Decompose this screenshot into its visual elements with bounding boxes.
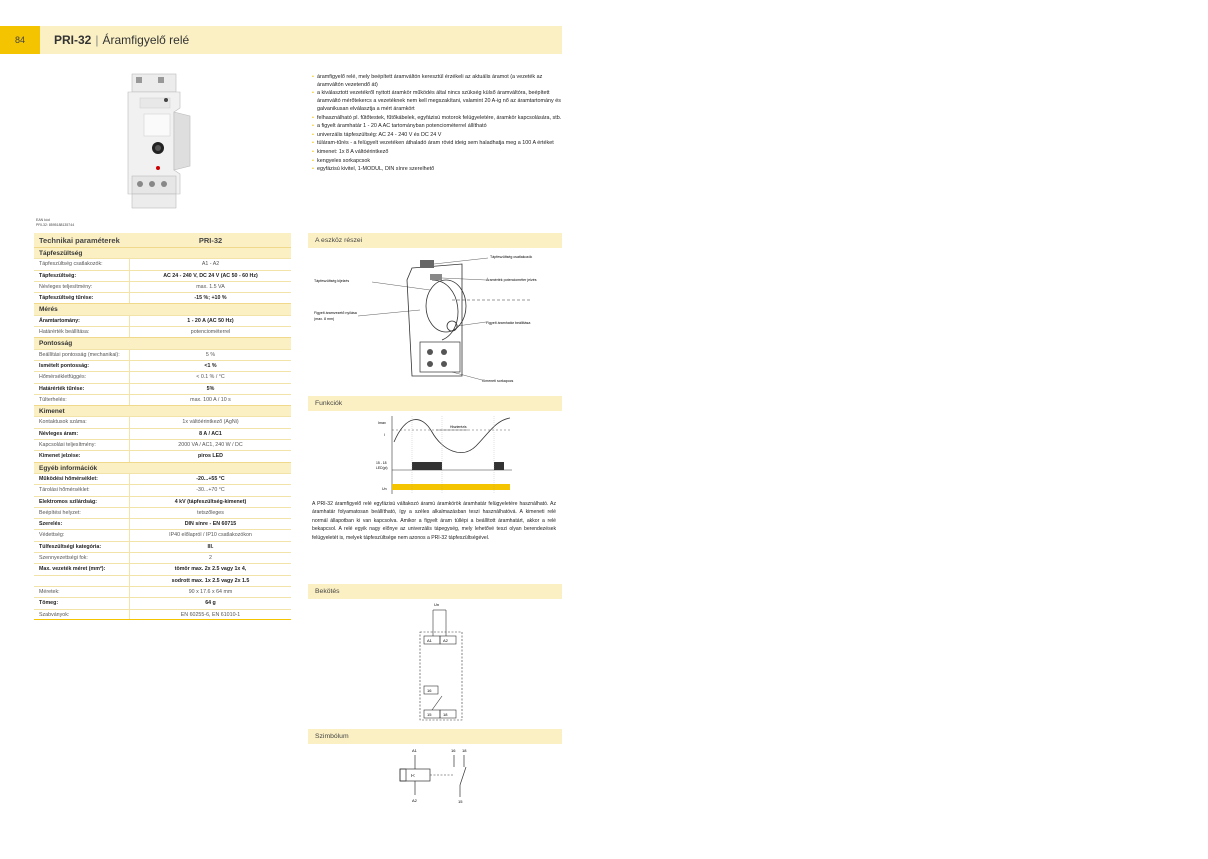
table-row [34,473,291,484]
table-cell-value: <1 % [204,362,217,369]
label-wiring-a2: A2 [443,638,448,643]
description-text: A PRI-32 áramfigyelő relé egyfázisú váltakozó áramú áramkörök áramhatár felügyeletére használható. Az áramhatár folyamatosan beállítható, így a széles alkalmazásban teszi használhatóvá. A kimeneti relé normál állapotban ki van kapcsolva. Amikor a figyelt áram túllépi a beállított áramhatárt, akkor a relé bekapcsol. A relé egyik nagy előnye az univerzális tápegység, mely lehetővé teszi olyan berendezések felügyeletét is, melyek tápfeszültsége nem azonos a PRI-32 tápfeszültségével. [312,501,556,541]
table-row [34,552,291,563]
label-symbol-15: 15 [458,799,463,804]
table-row [34,518,291,529]
table-header [34,233,291,247]
label-symbol-coil: I< [411,773,415,778]
table-cell-label [34,576,130,586]
label-output-setting: Figyelt áramhatár beállítása [486,321,531,325]
table-cell-label: Határérték beállítása: [34,327,130,337]
feature-item: • kimenet: 1x 8 A váltóérintkező [312,149,562,157]
table-section-heading: Pontosság [34,337,291,348]
table-cell-label: Névleges teljesítmény: [34,282,130,292]
label-current: I [384,433,385,437]
table-row [34,394,291,405]
table-row [34,450,291,461]
table-cell-value: 1 - 20 A (AC 50 Hz) [187,317,234,324]
table-cell-label: Áramtartomány: [34,316,130,326]
function-diagram [376,414,516,498]
label-symbol-18: 18 [462,748,467,753]
table-section-heading: Tápfeszültség [34,247,291,258]
page-number: 84 [0,26,40,54]
table-cell-label: Beállítási pontosság (mechanikai): [34,350,130,360]
feature-item: • univerzális tápfeszültség: AC 24 - 240 V és DC 24 V [312,132,562,140]
label-wiring-a1: A1 [427,638,432,643]
table-header-label: Technikai paraméterek [39,235,120,245]
table-section-heading: Mérés [34,303,291,314]
table-row [34,258,291,269]
table-cell-value: EN 60255-6, EN 61010-1 [180,611,241,618]
table-cell-label: Elektromos szilárdság: [34,497,130,507]
table-row [34,507,291,518]
label-imax: Imax [378,421,386,425]
section-parts: A eszköz részei [308,233,562,248]
table-row [34,281,291,292]
ean-caption [36,218,74,228]
label-output-terminals: Kimeneti sorkapocs [482,379,514,383]
label-supply-indicator: Tápfeszültség kijelzés [314,279,350,283]
table-cell-label: Kontaktusok száma: [34,417,130,427]
table-cell-value: A1 - A2 [201,261,220,268]
table-row [34,609,291,620]
label-potentiometer: Áramérték potenciométer jelzés [486,278,537,282]
product-name: PRI-32 [54,33,92,47]
feature-list [312,74,562,175]
table-cell-value: -20...+55 °C [196,475,225,482]
section-symbol: Szimbólum [308,729,562,744]
table-cell-label: Ismételt pontosság: [34,361,130,371]
table-cell-label: Tömeg: [34,598,130,608]
table-body [34,247,291,620]
table-cell-label: Kapcsolási teljesítmény: [34,440,130,450]
title-separator: | [95,33,99,47]
table-cell-label: Túlfeszültségi kategória: [34,542,130,552]
label-wiring-un: Un [434,602,440,607]
label-wiring-16: 16 [427,688,432,693]
label-conductor-note: (max. 8 mm) [314,317,335,321]
page-header [0,26,562,54]
label-wiring-15: 15 [427,712,432,717]
table-cell-value: piros LED [197,453,223,460]
table-cell-label: Beépítési helyzet: [34,508,130,518]
table-row [34,315,291,326]
technical-parameters-table [34,233,291,620]
table-header-product: PRI-32 [198,235,223,245]
feature-item: • túláram-tűrés - a felügyelt vezetéken áthaladó áram rövid ideig sem haladhatja meg a 100 A értéket [312,140,562,148]
table-cell-label: Védettség: [34,530,130,540]
table-cell-label: Hőmérsékletfüggés: [34,372,130,382]
label-symbol-a2: A2 [412,798,417,803]
table-cell-value: max. 100 A / 10 s [190,396,231,403]
table-cell-value: 5% [206,385,215,392]
table-cell-label: Szabványok: [34,610,130,619]
feature-item: • áramfigyelő relé, mely beépített áramváltón keresztül érzékeli az aktuális áramot (a vezeték az áramváltón vezetendő át) [312,74,562,90]
table-cell-label: Szerelés: [34,519,130,529]
table-row [34,371,291,382]
table-cell-value: 64 g [205,600,216,607]
table-row [34,529,291,540]
table-section-heading: Egyéb információk [34,462,291,473]
table-section-heading: Kimenet [34,405,291,416]
table-cell-label: Kimenet jelzése: [34,451,130,461]
table-cell-value: sodrott max. 1x 2.5 vagy 2x 1.5 [171,577,250,584]
table-cell-value: 5 % [205,351,216,358]
label-symbol-16: 16 [451,748,456,753]
table-row [34,597,291,608]
table-cell-value: -30...+70 °C [196,487,225,494]
table-cell-value: < 0.1 % / °C [196,374,225,381]
table-cell-label: Határérték tűrése: [34,384,130,394]
label-wiring-18: 18 [443,712,448,717]
table-cell-label: Tápfeszültség tűrése: [34,293,130,303]
table-cell-label: Névleges áram: [34,429,130,439]
table-row [34,326,291,337]
table-cell-value: tetszőleges [197,509,224,516]
table-cell-value: -15 %; +10 % [194,295,227,302]
table-row [34,563,291,574]
wiring-diagram [400,600,470,724]
table-row [34,292,291,303]
table-cell-value: max. 1.5 VA [196,283,225,290]
table-row [34,349,291,360]
table-cell-value: 2000 VA / AC1, 240 W / DC [178,442,243,449]
parts-diagram [312,250,562,392]
table-cell-value: tömör max. 2x 2.5 vagy 1x 4, [174,566,247,573]
table-cell-label: Tárolási hőmérséklet: [34,485,130,495]
section-functions: Funkciók [308,396,562,411]
table-cell-value: 2 [209,555,212,562]
ean-label: EAN kód [36,218,50,222]
feature-item: • a figyelt áramhatár 1 - 20 A AC tartományban potenciométerrel állítható [312,123,562,131]
label-supply-terminals: Tápfeszültség csatlakozók [490,255,533,259]
table-cell-label: Szennyezettségi fok: [34,553,130,563]
table-cell-label: Méretek: [34,587,130,597]
table-cell-value: 90 x 17.6 x 64 mm [188,588,233,595]
table-cell-value: 4 kV (tápfeszültség-kimenet) [174,498,247,505]
table-cell-label: Max. vezeték méret (mm²): [34,564,130,574]
label-un: Un [382,487,387,491]
page-title [54,33,189,47]
section-wiring: Bekötés [308,584,562,599]
table-cell-value: AC 24 - 240 V, DC 24 V (AC 50 - 60 Hz) [163,272,258,279]
table-cell-label: Tápfeszültség csatlakozók: [34,259,130,269]
table-cell-value: 1x váltóérintkező (AgNi) [182,419,239,426]
product-subtitle: Áramfigyelő relé [102,33,190,47]
feature-item: • felhasználható pl. fűtőtestek, fűtőkábelek, egyfázisú motorok felügyeletére, áramkör kapcsolására, stb. [312,115,562,123]
table-row [34,360,291,371]
table-row [34,428,291,439]
table-cell-value: DIN sínre - EN 60715 [184,521,237,528]
table-cell-value: potenciométerrel [190,329,231,336]
table-cell-value: 8 A / AC1 [199,430,222,437]
label-symbol-a1: A1 [412,748,417,753]
table-row [34,416,291,427]
table-row [34,575,291,586]
table-cell-label: Működési hőmérséklet: [34,474,130,484]
table-cell-value: III. [207,543,214,550]
table-row [34,541,291,552]
product-image [118,70,198,216]
table-cell-value: IP40 előlapról / IP10 csatlakozókon [169,532,252,539]
ean-value: PRI-32: 8595188135744 [36,223,75,227]
label-hysteresis: Hiszterézis [450,425,467,429]
table-row [34,270,291,281]
feature-item: • a kiválasztott vezetékről nyitott áramkör működés által nincs szükség külső áramváltóra, beépített áramváltó mérőtekercs a vezetéknek nem kell megszakítani, valamint 20 A-ig nő az áramtartomány és galvanikusan elválasztja a mért áramkört [312,90,562,113]
table-cell-label: Tápfeszültség: [34,271,130,281]
label-led: LED(pi) [376,466,388,470]
feature-item: • egyfázisú kivitel, 1-MODUL, DIN sínre szerelhető [312,166,562,174]
table-row [34,439,291,450]
table-row [34,586,291,597]
table-cell-label: Túlterhelés: [34,395,130,405]
table-row [34,484,291,495]
table-row [34,383,291,394]
feature-item: • kengyeles sorkapcsok [312,158,562,166]
table-row [34,496,291,507]
label-output-contacts: 15 - 18 [376,461,387,465]
symbol-diagram [390,745,480,805]
label-conductor-hole: Figyelt áramvezető nyílása [314,311,357,315]
